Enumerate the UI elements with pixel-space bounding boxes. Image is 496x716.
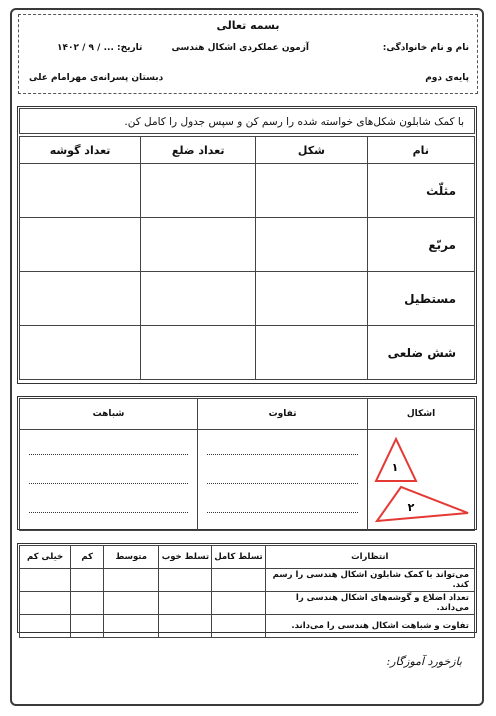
table-row — [20, 164, 475, 218]
triangle-1-label: ۱ — [391, 461, 399, 474]
shape-cell[interactable] — [256, 164, 367, 218]
grade-cell[interactable] — [104, 615, 159, 638]
corners-cell[interactable] — [20, 164, 141, 218]
col-low: کم — [71, 546, 104, 569]
name-label: نام و نام خانوادگی: — [382, 43, 469, 53]
row-name: شش ضلعی — [367, 326, 474, 380]
grade-cell[interactable] — [104, 592, 159, 615]
corners-cell[interactable] — [20, 272, 141, 326]
shapes-cell — [368, 430, 475, 531]
col-sides: تعداد ضلع — [141, 137, 256, 164]
grade-cell[interactable] — [20, 569, 71, 592]
triangles-figure — [371, 431, 473, 529]
grade-cell[interactable] — [159, 569, 212, 592]
criterion-2: تعداد اضلاع و گوشه‌های اشکال هندسی را می‌داند. — [265, 592, 474, 615]
criterion-3: تفاوت و شباهت اشکال هندسی را می‌داند. — [265, 615, 474, 638]
corners-cell[interactable] — [20, 218, 141, 272]
col-average: متوسط — [104, 546, 159, 569]
grade-cell[interactable] — [159, 592, 212, 615]
grade-cell[interactable] — [212, 615, 265, 638]
triangle-2 — [377, 487, 468, 521]
teacher-feedback-label: بازخورد آموزگار: — [386, 655, 462, 668]
table-row — [20, 326, 475, 380]
grade-cell[interactable] — [71, 569, 104, 592]
triangle-2-label: ۲ — [407, 501, 415, 514]
col-name: نام — [367, 137, 474, 164]
table-row — [20, 218, 475, 272]
col-shape: شکل — [256, 137, 367, 164]
table-row — [20, 569, 475, 592]
header-box — [18, 14, 478, 94]
table-row — [20, 592, 475, 615]
col-shapes: اشکال — [368, 399, 475, 430]
row-name: مستطیل — [367, 272, 474, 326]
col-difference: تفاوت — [197, 399, 367, 430]
table-row — [20, 272, 475, 326]
shape-cell[interactable] — [256, 272, 367, 326]
compare-table — [19, 398, 475, 531]
grade-cell[interactable] — [212, 569, 265, 592]
grade-cell[interactable] — [104, 569, 159, 592]
date-label: تاریخ: ... / ۹ / ۱۴۰۲ — [57, 43, 143, 53]
sides-cell[interactable] — [141, 164, 256, 218]
school-label: دبستان پسرانه‌ی مهرامام علی — [29, 73, 164, 83]
similarity-cell[interactable] — [20, 430, 198, 531]
shapes-table — [19, 136, 475, 380]
col-full-mastery: تسلط کامل — [212, 546, 265, 569]
col-corners: تعداد گوشه — [20, 137, 141, 164]
instruction: با کمک شابلون شکل‌های خواسته شده را رسم کن و سپس جدول را کامل کن. — [19, 108, 475, 134]
col-expectations: انتظارات — [265, 546, 474, 569]
col-very-low: خیلی کم — [20, 546, 71, 569]
sides-cell[interactable] — [141, 272, 256, 326]
triangle-1 — [376, 439, 416, 481]
col-good-mastery: تسلط خوب — [159, 546, 212, 569]
shape-cell[interactable] — [256, 326, 367, 380]
grade-cell[interactable] — [71, 615, 104, 638]
table-row — [20, 615, 475, 638]
grade-cell[interactable] — [20, 615, 71, 638]
sides-cell[interactable] — [141, 326, 256, 380]
grade-cell[interactable] — [71, 592, 104, 615]
grade-cell[interactable] — [20, 592, 71, 615]
grade-cell[interactable] — [159, 615, 212, 638]
criterion-1: می‌تواند با کمک شابلون اشکال هندسی را رسم کند. — [265, 569, 474, 592]
shape-cell[interactable] — [256, 218, 367, 272]
grade-cell[interactable] — [212, 592, 265, 615]
exam-title: آزمون عملکردی اشکال هندسی — [171, 43, 309, 53]
rubric-table — [19, 545, 475, 638]
grade-label: پایه‌ی دوم — [425, 73, 469, 83]
sides-cell[interactable] — [141, 218, 256, 272]
col-similarity: شباهت — [20, 399, 198, 430]
corners-cell[interactable] — [20, 326, 141, 380]
page-title: بسمه تعالی — [216, 19, 280, 32]
row-name: مثلّث — [367, 164, 474, 218]
row-name: مربّع — [367, 218, 474, 272]
difference-cell[interactable] — [197, 430, 367, 531]
